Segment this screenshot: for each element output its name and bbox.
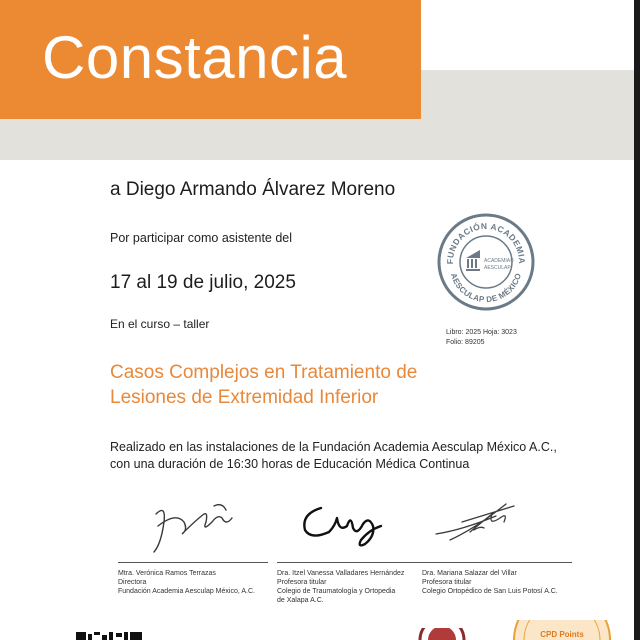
signature-2-line (277, 562, 427, 563)
signatory-1-org: Fundación Academia Aesculap México, A.C. (118, 588, 255, 595)
registry-book-page: Libro: 2025 Hoja: 3023 (446, 329, 517, 336)
signature-2-icon (277, 492, 427, 560)
page-edge (634, 0, 640, 640)
seal-inner-line2: AESCULAP (484, 265, 511, 271)
signatory-2-org-line2: de Xalapa A.C. (277, 597, 324, 604)
registry-info (446, 328, 517, 348)
cpd-points-badge-icon (512, 620, 612, 640)
course-type: En el curso – taller (110, 317, 210, 331)
signatory-1-role: Directora (118, 579, 147, 586)
signature-1-line (118, 562, 268, 563)
seal-inner-line1: ACADEMIA® (484, 258, 514, 264)
temple-icon (466, 250, 480, 271)
course-name-line1: Casos Complejos en Tratamiento de (110, 362, 418, 383)
course-name-line2: Lesiones de Extremidad Inferior (110, 387, 379, 408)
signature-block-3 (422, 492, 582, 596)
institution-seal-icon (418, 628, 466, 640)
certificate-title: Constancia (42, 24, 348, 91)
recipient-name: a Diego Armando Álvarez Moreno (110, 179, 396, 200)
venue-text (110, 439, 557, 473)
signatory-2-name: Dra. Itzel Vanessa Valladares Hernández (277, 570, 405, 577)
signature-3-line (422, 562, 572, 563)
intro-text: Por participar como asistente del (110, 231, 293, 245)
foundation-seal-icon (436, 212, 536, 312)
signatory-2-role: Profesora titular (277, 579, 327, 586)
registry-folio: Folio: 89205 (446, 339, 485, 346)
seal-bottom-text: AESCULAP DE MÉXICO (448, 271, 524, 305)
signature-block-1 (118, 492, 278, 596)
course-name (110, 360, 417, 410)
cpd-points-label: CPD Points (540, 630, 584, 639)
signatory-3-org: Colegio Ortopédico de San Luis Potosí A.C. (422, 588, 558, 595)
signatory-2-org: Colegio de Traumatología y Ortopedia (277, 588, 396, 595)
signatory-3-role: Profesora titular (422, 579, 472, 586)
venue-line1: Realizado en las instalaciones de la Fundación Academia Aesculap México A.C., (110, 440, 557, 454)
event-dates: 17 al 19 de julio, 2025 (110, 272, 296, 293)
seal-top-text: FUNDACIÓN ACADEMIA (444, 220, 528, 265)
signature-1-icon (118, 492, 268, 560)
qr-code-icon (76, 630, 142, 640)
signatory-1-name: Mtra. Verónica Ramos Terrazas (118, 570, 216, 577)
signatory-3-name: Dra. Mariana Salazar del Villar (422, 570, 517, 577)
signature-3-icon (422, 492, 572, 560)
signature-block-2 (277, 492, 437, 605)
venue-line2: con una duración de 16:30 horas de Educación Médica Continua (110, 457, 470, 471)
